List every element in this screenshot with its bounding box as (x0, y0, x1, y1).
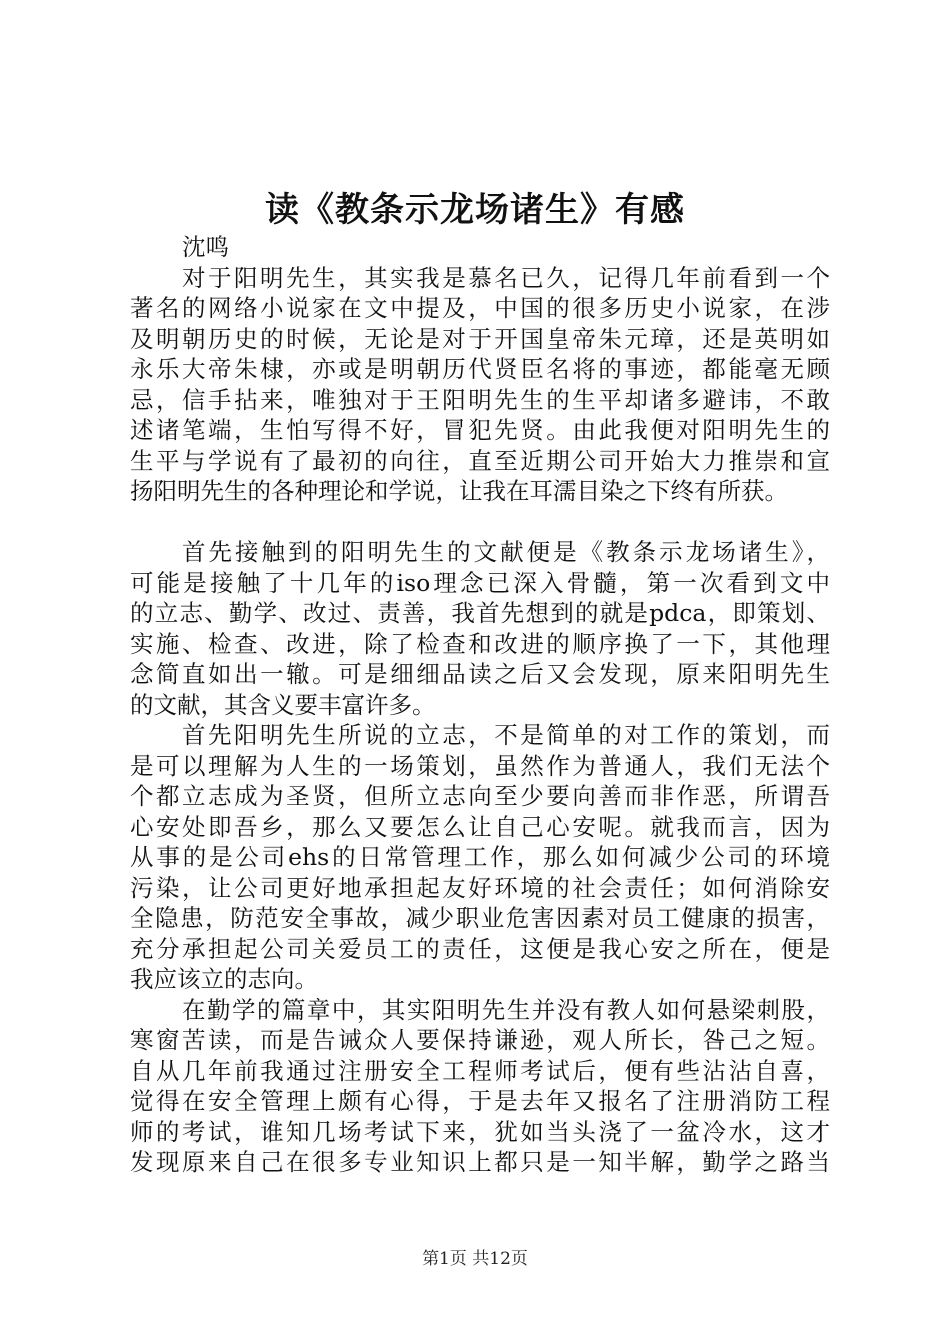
document-title: 读《教条示龙场诸生》有感 (265, 190, 685, 230)
text-line: 自从几年前我通过注册安全工程师考试后，便有些沾沾自喜， (130, 1056, 830, 1085)
text-line: 首先阳明先生所说的立志，不是简单的对工作的策划，而 (182, 721, 830, 749)
text-line: 实施、检查、改进，除了检查和改进的顺序换了一下，其他理 (130, 629, 830, 658)
text-line: 寒窗苦读，而是告诫众人要保持谦逊，观人所长，咎己之短。 (130, 1026, 830, 1054)
document-body (130, 232, 830, 1178)
text-line: 觉得在安全管理上颇有心得，于是去年又报名了注册消防工程 (130, 1087, 830, 1115)
text-line: 可能是接触了十几年的iso理念已深入骨髓，第一次看到文中 (130, 568, 830, 597)
text-line: 的立志、勤学、改过、责善，我首先想到的就是pdca，即策划、 (130, 599, 830, 627)
author-line: 沈鸣 (182, 233, 229, 261)
text-line: 在勤学的篇章中，其实阳明先生并没有教人如何悬梁刺股， (182, 995, 830, 1024)
text-line: 个都立志成为圣贤，但所立志向至少要向善而非作恶，所谓吾 (130, 782, 830, 810)
text-line: 发现原来自己在很多专业知识上都只是一知半解，勤学之路当 (130, 1148, 830, 1176)
text-line: 永乐大帝朱棣，亦或是明朝历代贤臣名将的事迹，都能毫无顾 (130, 355, 830, 383)
text-line: 及明朝历史的时候，无论是对于开国皇帝朱元璋，还是英明如 (130, 324, 830, 353)
text-line: 充分承担起公司关爱员工的责任，这便是我心安之所在，便是 (130, 934, 830, 963)
text-line: 忌，信手拈来，唯独对于王阳明先生的生平却诸多避讳，不敢 (130, 385, 830, 414)
text-line: 对于阳明先生，其实我是慕名已久，记得几年前看到一个 (182, 263, 830, 292)
text-line: 著名的网络小说家在文中提及，中国的很多历史小说家，在涉 (130, 294, 830, 322)
text-line: 扬阳明先生的各种理论和学说，让我在耳濡目染之下终有所获。 (130, 477, 788, 505)
text-line: 生平与学说有了最初的向往，直至近期公司开始大力推崇和宣 (130, 446, 830, 475)
text-line: 心安处即吾乡，那么又要怎么让自己心安呢。就我而言，因为 (130, 812, 830, 841)
page-footer: 第1页 共12页 (422, 1249, 528, 1269)
text-line: 从事的是公司ehs的日常管理工作，那么如何减少公司的环境 (130, 843, 830, 871)
text-line: 我应该立的志向。 (130, 965, 318, 993)
text-line: 是可以理解为人生的一场策划，虽然作为普通人，我们无法个 (130, 751, 830, 780)
text-line: 的文献，其含义要丰富许多。 (130, 690, 436, 719)
text-line: 污染，让公司更好地承担起友好环境的社会责任；如何消除安 (130, 873, 830, 902)
paragraph-gap (130, 507, 830, 538)
text-line: 首先接触到的阳明先生的文献便是《教条示龙场诸生》， (182, 538, 830, 566)
text-line: 全隐患，防范安全事故，减少职业危害因素对员工健康的损害， (130, 904, 830, 932)
text-line: 师的考试，谁知几场考试下来，犹如当头浇了一盆冷水，这才 (130, 1117, 830, 1146)
text-line: 念简直如出一辙。可是细细品读之后又会发现，原来阳明先生 (130, 660, 830, 688)
text-line: 述诸笔端，生怕写得不好，冒犯先贤。由此我便对阳明先生的 (130, 416, 830, 444)
